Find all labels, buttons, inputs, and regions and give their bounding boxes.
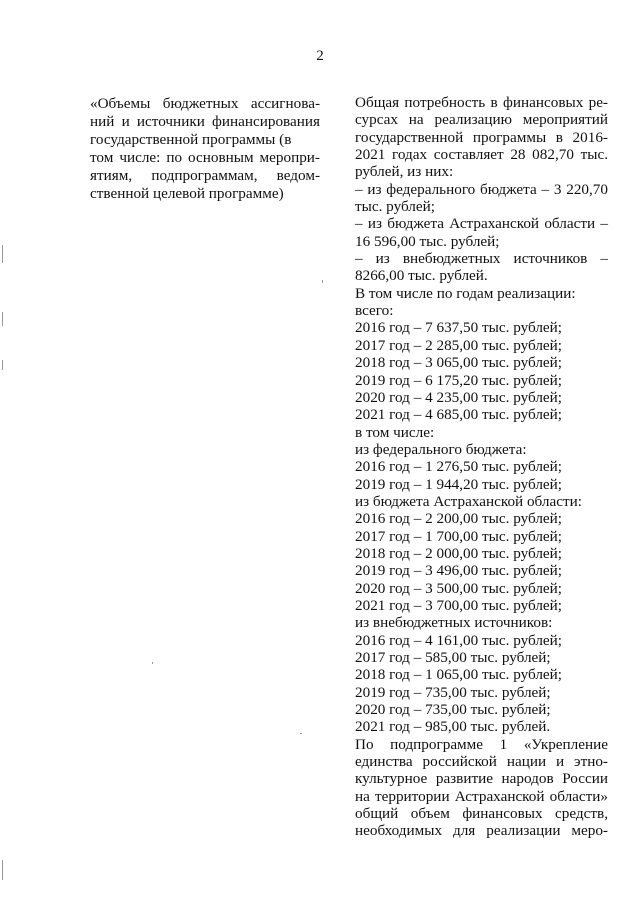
text-line: – из федерального бюджета – 3 220,70 — [355, 180, 608, 198]
text-line: 2017 год – 2 285,00 тыс. рублей; — [355, 336, 563, 354]
label-line: том числе: по основным меропри- — [90, 149, 320, 166]
text-line: необходимых для реализации меро- — [355, 822, 608, 840]
text-line: По подпрограмме 1 «Укрепление — [355, 735, 608, 753]
text-line: государственной программы в 2016- — [355, 128, 608, 146]
text-line: 2016 год – 1 276,50 тыс. рублей; — [355, 458, 563, 476]
text-line: тыс. рублей; — [355, 198, 435, 216]
scan-dot-mark — [322, 280, 323, 283]
label-line: ственной целевой программе) — [90, 185, 284, 202]
text-line: из федерального бюджета: — [355, 440, 527, 458]
text-line: 2020 год – 4 235,00 тыс. рублей; — [355, 388, 563, 406]
text-line: сурсах на реализацию мероприятий — [355, 111, 608, 129]
text-line: 16 596,00 тыс. рублей; — [355, 232, 500, 250]
text-line: 2020 год – 3 500,00 тыс. рублей; — [355, 579, 563, 597]
label-line: ний и источники финансирования — [90, 113, 320, 130]
scan-edge-mark — [2, 245, 3, 263]
text-line: 2016 год – 7 637,50 тыс. рублей; — [355, 319, 563, 337]
text-line: 2021 год – 985,00 тыс. рублей. — [355, 718, 551, 736]
text-line: 2021 год – 3 700,00 тыс. рублей; — [355, 596, 563, 614]
text-line: из бюджета Астраханской области: — [355, 492, 582, 510]
text-line: общий объем финансовых средств, — [355, 805, 608, 823]
scan-edge-mark — [2, 312, 3, 326]
financing-text — [355, 94, 608, 840]
text-line: в том числе: — [355, 423, 435, 441]
text-line: 2020 год – 735,00 тыс. рублей; — [355, 701, 551, 719]
page-number: 2 — [316, 48, 324, 64]
scan-edge-mark — [2, 860, 3, 880]
text-line: – из бюджета Астраханской области – — [355, 215, 608, 233]
scan-dot-mark — [300, 733, 302, 734]
text-line: 8266,00 тыс. рублей. — [355, 267, 488, 285]
text-line: Общая потребность в финансовых ре- — [355, 94, 608, 111]
text-line: 2019 год – 6 175,20 тыс. рублей; — [355, 371, 563, 389]
text-line: 2017 год – 585,00 тыс. рублей; — [355, 649, 551, 666]
text-line: – из внебюджетных источников – — [355, 250, 608, 268]
text-line: 2018 год – 2 000,00 тыс. рублей; — [355, 544, 563, 562]
text-line: единства российской нации и этно- — [355, 753, 608, 771]
text-line: рублей, из них: — [355, 163, 454, 181]
text-line: 2019 год – 735,00 тыс. рублей; — [355, 683, 551, 701]
text-line: всего: — [355, 302, 394, 320]
text-line: на территории Астраханской области» — [355, 787, 608, 805]
text-line: В том числе по годам реализации: — [355, 284, 576, 302]
scan-edge-mark — [2, 360, 3, 370]
section-label — [90, 95, 320, 203]
text-line: культурное развитие народов России — [355, 770, 608, 788]
text-line: 2019 год – 1 944,20 тыс. рублей; — [355, 475, 563, 493]
text-line: 2017 год – 1 700,00 тыс. рублей; — [355, 527, 563, 545]
text-line: 2016 год – 2 200,00 тыс. рублей; — [355, 510, 563, 528]
text-line: 2019 год – 3 496,00 тыс. рублей; — [355, 562, 563, 580]
scan-dot-mark — [152, 662, 153, 664]
text-line: 2018 год – 3 065,00 тыс. рублей; — [355, 354, 563, 372]
text-line: из внебюджетных источников: — [355, 614, 553, 632]
label-line: ятиям, подпрограммам, ведом- — [90, 167, 320, 184]
text-line: 2018 год – 1 065,00 тыс. рублей; — [355, 666, 563, 684]
text-line: 2021 год – 4 685,00 тыс. рублей; — [355, 406, 563, 424]
label-line: государственной программы (в — [90, 131, 292, 148]
text-line: 2016 год – 4 161,00 тыс. рублей; — [355, 631, 563, 649]
label-line: «Объемы бюджетных ассигнова- — [90, 95, 320, 112]
text-line: 2021 годах составляет 28 082,70 тыс. — [355, 146, 608, 164]
